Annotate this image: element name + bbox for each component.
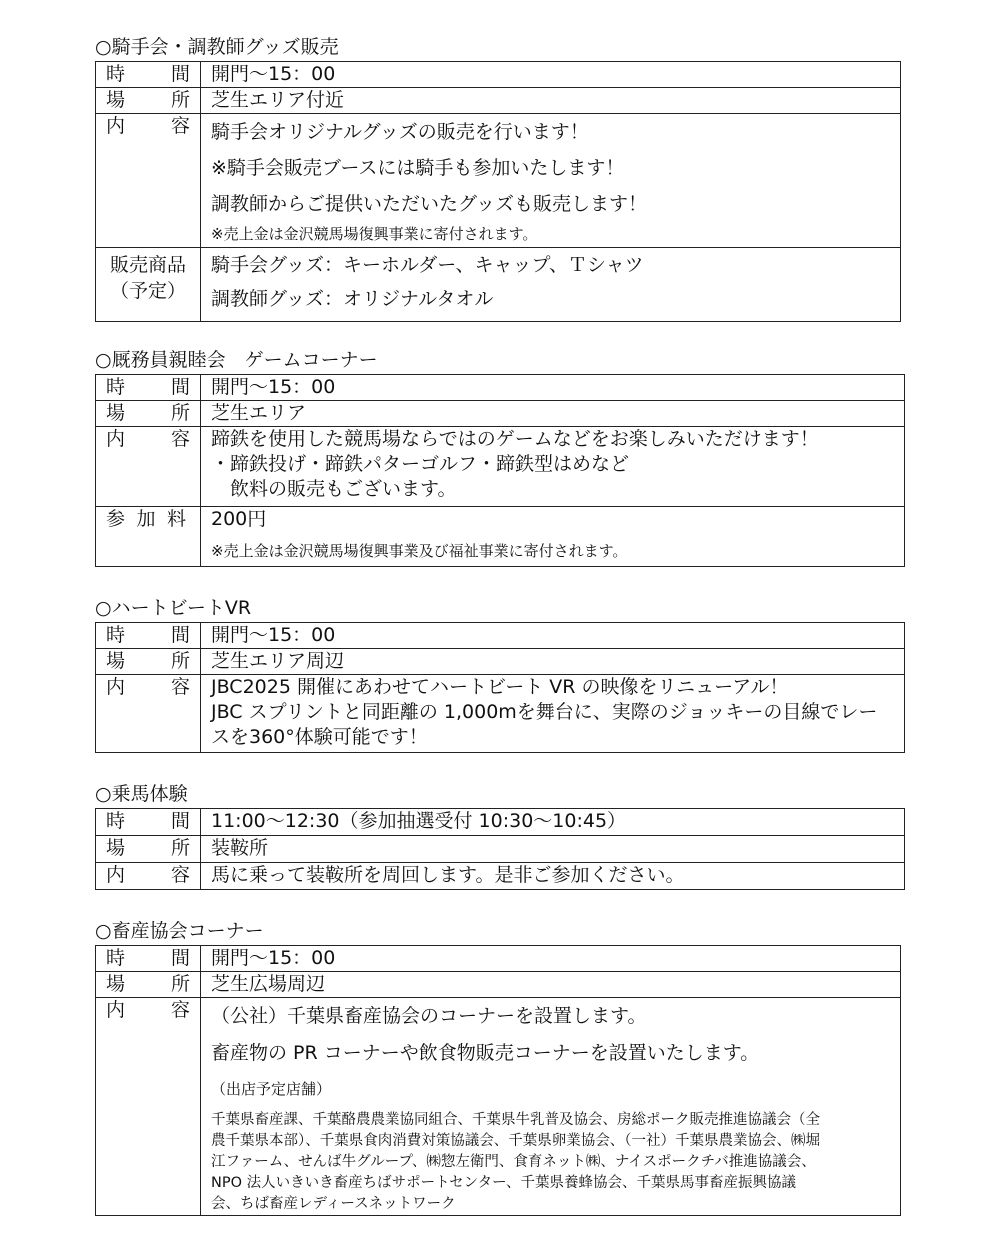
content-line: スを360°体験可能です！	[211, 726, 428, 748]
section-title: ○騎手会・調教師グッズ販売	[95, 36, 339, 58]
place-label: 場 所	[96, 972, 201, 998]
place-value: 芝生エリア	[201, 401, 905, 427]
place-value: 芝生エリア周辺	[201, 649, 905, 675]
time-value: 開門～15：00	[201, 375, 905, 401]
time-label: 時 間	[96, 623, 201, 649]
time-value: 開門～15：00	[201, 623, 905, 649]
place-label: 場 所	[96, 88, 201, 114]
section-title: ○乗馬体験	[95, 783, 188, 805]
place-label: 場 所	[96, 401, 201, 427]
place-value: 装鞍所	[201, 836, 905, 863]
place-label: 場 所	[96, 649, 201, 675]
content-line: 畜産物の PR コーナーや飲食物販売コーナーを設置いたします。	[211, 1042, 760, 1064]
goods-line: 騎手会グッズ：キーホルダー、キャップ、Ｔシャツ	[211, 254, 644, 276]
shops-line: 江ファーム、せんば牛グループ、㈱惣左衛門、食育ネット㈱、ナイスポークチバ推進協議会、	[211, 1154, 816, 1170]
time-value: 開門～15：00	[201, 62, 901, 88]
content-label: 内 容	[96, 114, 201, 248]
time-label: 時 間	[96, 946, 201, 972]
section-title: ○厩務員親睦会 ゲームコーナー	[95, 349, 378, 371]
info-table	[95, 808, 905, 890]
content-line: 蹄鉄を使用した競馬場ならではのゲームなどをお楽しみいただけます！	[211, 428, 819, 450]
goods-value	[201, 248, 901, 322]
content-value	[201, 427, 905, 507]
info-table	[95, 61, 901, 322]
content-line: JBC2025 開催にあわせてハートビート VR の映像をリニューアル！	[211, 676, 789, 698]
section-title: ○畜産協会コーナー	[95, 920, 264, 942]
shops-line: NPO 法人いきいき畜産ちばサポートセンター、千葉県養蜂協会、千葉県馬事畜産振興協議	[211, 1175, 797, 1191]
shops-line: 会、ちば畜産レディースネットワーク	[211, 1196, 456, 1212]
content-line: 飲料の販売もございます。	[211, 478, 457, 500]
content-label: 内 容	[96, 998, 201, 1216]
info-table	[95, 622, 905, 753]
info-table	[95, 945, 901, 1216]
content-note: ※売上金は金沢競馬場復興事業に寄付されます。	[211, 225, 538, 243]
content-value	[201, 675, 905, 753]
time-label: 時 間	[96, 375, 201, 401]
content-value: 馬に乗って装鞍所を周回します。是非ご参加ください。	[201, 863, 905, 890]
content-label: 内 容	[96, 675, 201, 753]
content-label: 内 容	[96, 427, 201, 507]
content-line: （公社）千葉県畜産協会のコーナーを設置します。	[211, 1005, 647, 1027]
content-label: 内 容	[96, 863, 201, 890]
fee-value	[201, 507, 905, 567]
content-value	[201, 114, 901, 248]
time-value: 開門～15：00	[201, 946, 901, 972]
place-value: 芝生エリア付近	[201, 88, 901, 114]
shops-line: 農千葉県本部）、千葉県食肉消費対策協議会、千葉県卵業協会、（一社）千葉県農業協会、㈱堀	[211, 1133, 820, 1149]
shops-line: 千葉県畜産課、千葉酪農農業協同組合、千葉県牛乳普及協会、房総ポーク販売推進協議会（全	[211, 1112, 820, 1128]
section-title: ○ハートビートVR	[95, 597, 252, 619]
content-value	[201, 998, 901, 1216]
content-line: ※騎手会販売ブースには騎手も参加いたします！	[211, 157, 625, 179]
content-line: ・蹄鉄投げ・蹄鉄パターゴルフ・蹄鉄型はめなど	[211, 453, 630, 475]
goods-line: 調教師グッズ：オリジナルタオル	[211, 288, 494, 310]
content-line: 騎手会オリジナルグッズの販売を行います！	[211, 121, 589, 143]
fee-note: ※売上金は金沢競馬場復興事業及び福祉事業に寄付されます。	[211, 542, 628, 560]
fee-amount: 200円	[211, 508, 267, 530]
place-label: 場 所	[96, 836, 201, 863]
info-table	[95, 374, 905, 567]
time-label: 時 間	[96, 809, 201, 836]
time-value: 11:00～12:30（参加抽選受付 10:30～10:45）	[201, 809, 905, 836]
place-value: 芝生広場周辺	[201, 972, 901, 998]
shops-title: （出店予定店舗）	[211, 1080, 332, 1098]
fee-label: 参 加 料	[96, 507, 201, 567]
content-line: JBC スプリントと同距離の 1,000mを舞台に、実際のジョッキーの目線でレー	[211, 701, 878, 723]
time-label: 時 間	[96, 62, 201, 88]
content-line: 調教師からご提供いただいたグッズも販売します！	[211, 193, 648, 215]
goods-label: 販売商品 （予定）	[96, 248, 201, 322]
